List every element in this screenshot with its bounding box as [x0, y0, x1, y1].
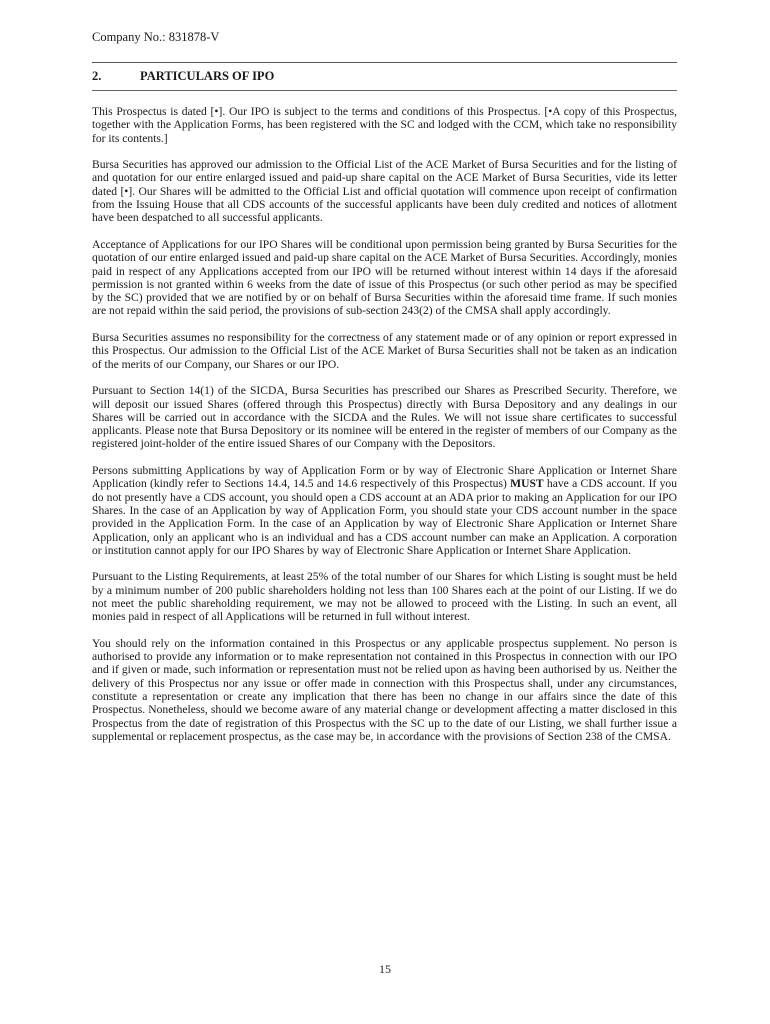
company-number: Company No.: 831878-V: [92, 30, 220, 44]
paragraph-reliance-information: You should rely on the information contained in this Prospectus or any applicable prospectus supplement. No person is authorised to provide any information or to make representation not contained in this Prospectus in connection with our IPO and if given or made, such information or representation must not be relied upon as having been authorised by us. Neither the delivery of this Prospectus nor any issue or offer made in connection with this Prospectus shall, under any circumstances, constitute a representation or create any implication that there has been no change in our affairs since the date of this Prospectus. Nonetheless, should we become aware of any material change or development affecting a matter disclosed in this Prospectus from the date of registration of this Prospectus with the SC up to the date of our Listing, we shall further issue a supplemental or replacement prospectus, as the case may be, in accordance with the provisions of Section 238 of the CMSA.: [92, 636, 677, 743]
section-divider: [92, 90, 677, 91]
paragraph-bursa-approval: Bursa Securities has approved our admission to the Official List of the ACE Market of Bursa Securities and for the listing of and quotation for our entire enlarged issued and paid-up share capital on the ACE Market of Bursa Securities, vide its letter dated [•]. Our Shares will be admitted to the Official List and official quotation will commence upon receipt of confirmation from the Issuing House that all CDS accounts of the successful applicants have been duly credited and notices of allotment have been despatched to all successful applicants.: [92, 158, 677, 225]
must-emphasis: MUST: [510, 477, 544, 491]
paragraph-listing-requirements: Pursuant to the Listing Requirements, at least 25% of the total number of our Shares for which Listing is sought must be held by a minimum number of 200 public shareholders holding not less than 100 Shares each at the point of our Listing. If we do not meet the public shareholding requirement, we may not be allowed to proceed with the Listing. In such an event, all monies paid in respect of all Applications will be returned in full without interest.: [92, 570, 677, 624]
paragraph-bursa-responsibility: Bursa Securities assumes no responsibility for the correctness of any statement made or of any opinion or report expressed in this Prospectus. Our admission to the Official List of the ACE Market of Bursa Securities shall not be taken as an indication of the merits of our Company, our Shares or our IPO.: [92, 331, 677, 371]
cds-text-after: have a CDS account. If you do not presently have a CDS account, you should open a CDS account at an ADA prior to making an Application for our IPO Shares. In the case of an Application by way of Application Form, you should state your CDS account number in the space provided in the Application Form. In the case of an Application by way of Electronic Share Application or Internet Share Application, only an applicant who is an individual and has a CDS account number can make an Application. A corporation or institution cannot apply for our IPO Shares by way of Electronic Share Application or Internet Share Application.: [92, 477, 677, 557]
header-divider: [92, 62, 677, 63]
section-title: PARTICULARS OF IPO: [140, 69, 275, 83]
paragraph-cds-account: [92, 464, 677, 557]
section-heading: [92, 69, 677, 84]
cds-text-before: Persons submitting Applications by way of Application Form or by way of Electronic Share Application or Internet Share Application (kindly refer to Sections 14.4, 14.5 and 14.6 respectively of this Prospectus): [92, 464, 677, 491]
document-body: [92, 105, 677, 757]
page-number: 15: [379, 962, 391, 976]
paragraph-prospectus-date: This Prospectus is dated [•]. Our IPO is subject to the terms and conditions of this Prospectus. [•A copy of this Prospectus, together with the Application Forms, has been registered with the SC and lodged with the CCM, which take no responsibility for its contents.]: [92, 105, 677, 145]
paragraph-sicda-prescribed-security: Pursuant to Section 14(1) of the SICDA, Bursa Securities has prescribed our Shares as Prescribed Security. Therefore, we will deposit our issued Shares (offered through this Prospectus) directly with Bursa Depository and any dealings in our Shares will be carried out in accordance with the SICDA and the Rules. We will not issue share certificates to successful applicants. Please note that Bursa Depository or its nominee will be entered in the register of members of our Company as the registered joint-holder of the entire issued Shares of our Company with the Depositors.: [92, 384, 677, 451]
paragraph-acceptance-conditions: Acceptance of Applications for our IPO Shares will be conditional upon permission being granted by Bursa Securities for the quotation of our entire enlarged issued and paid-up share capital on the ACE Market of Bursa Securities. Accordingly, monies paid in respect of any Applications accepted from our IPO will be returned without interest within 14 days if the aforesaid permission is not granted within 6 weeks from the date of issue of this Prospectus (or such other period as may be specified by the SC) provided that we are notified by or on behalf of Bursa Securities within the aforesaid time frame. If such monies are not repaid within the said period, the provisions of sub-section 243(2) of the CMSA shall apply accordingly.: [92, 237, 677, 318]
section-number: 2.: [92, 69, 102, 83]
